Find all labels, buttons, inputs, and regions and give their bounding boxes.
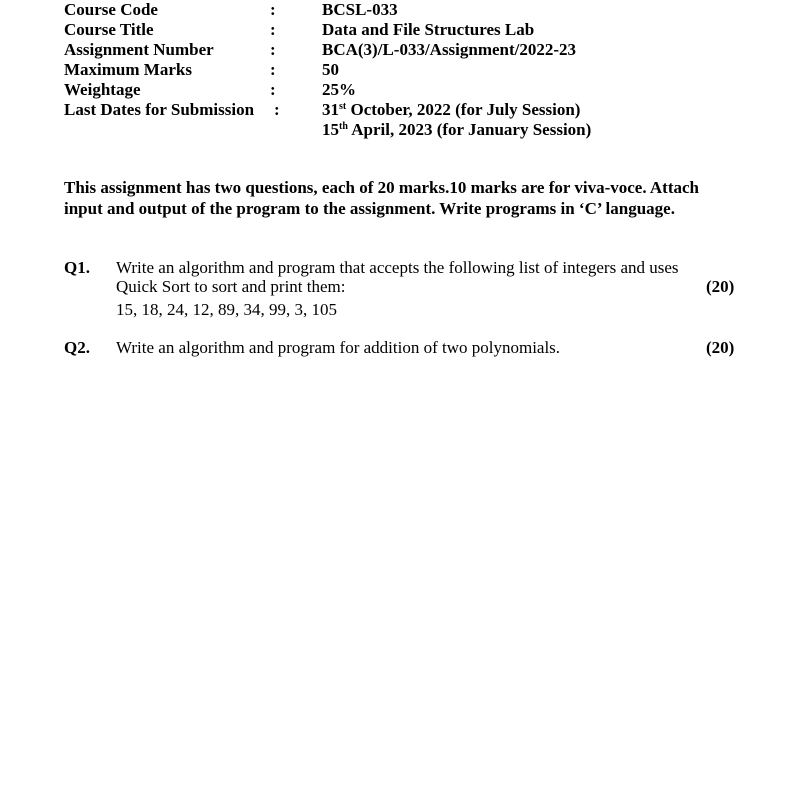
assignment-number-label: Assignment Number: [64, 40, 214, 59]
submission-date-january-suffix: th: [339, 121, 348, 132]
question-2-number: Q2.: [64, 338, 90, 357]
submission-date-july-rest: October, 2022 (for July Session): [346, 100, 581, 119]
submission-date-january: [322, 120, 591, 140]
submission-date-january-rest: April, 2023 (for January Session): [347, 120, 592, 139]
course-title-label: Course Title: [64, 20, 154, 39]
submission-label: Last Dates for Submission: [64, 100, 255, 119]
question-2-marks: (20): [706, 338, 735, 357]
course-code-label: Course Code: [64, 0, 158, 19]
course-code-value: BCSL-033: [322, 0, 398, 19]
assignment-number-colon: :: [270, 40, 276, 59]
weightage-label: Weightage: [64, 80, 141, 99]
assignment-number-value: BCA(3)/L-033/Assignment/2022-23: [322, 40, 577, 59]
weightage-value: 25%: [322, 80, 356, 99]
submission-date-july: [322, 100, 580, 120]
instructions-line-2: input and output of the program to the assignment. Write programs in ‘C’ language.: [64, 199, 675, 218]
weightage-colon: :: [270, 80, 276, 99]
course-title-colon: :: [270, 20, 276, 39]
submission-colon: :: [274, 100, 280, 119]
maximum-marks-colon: :: [270, 60, 276, 79]
question-1-marks: (20): [706, 277, 735, 296]
submission-date-july-day: 31: [322, 100, 339, 119]
question-1-line-2: Quick Sort to sort and print them:: [116, 277, 346, 296]
submission-date-january-day: 15: [322, 120, 339, 139]
question-1-integer-list: 15, 18, 24, 12, 89, 34, 99, 3, 105: [116, 300, 337, 319]
course-title-value: Data and File Structures Lab: [322, 20, 535, 39]
question-1-number: Q1.: [64, 258, 90, 277]
submission-date-july-suffix: st: [339, 101, 347, 112]
question-2-line-1: Write an algorithm and program for addition of two polynomials.: [116, 338, 561, 357]
assignment-instructions: [64, 177, 744, 219]
course-code-colon: :: [270, 0, 276, 19]
question-1-line-1: Write an algorithm and program that accepts the following list of integers and uses: [116, 258, 679, 277]
maximum-marks-label: Maximum Marks: [64, 60, 192, 79]
maximum-marks-value: 50: [322, 60, 339, 79]
instructions-line-1: This assignment has two questions, each of 20 marks.10 marks are for viva-voce. Attach: [64, 178, 699, 197]
